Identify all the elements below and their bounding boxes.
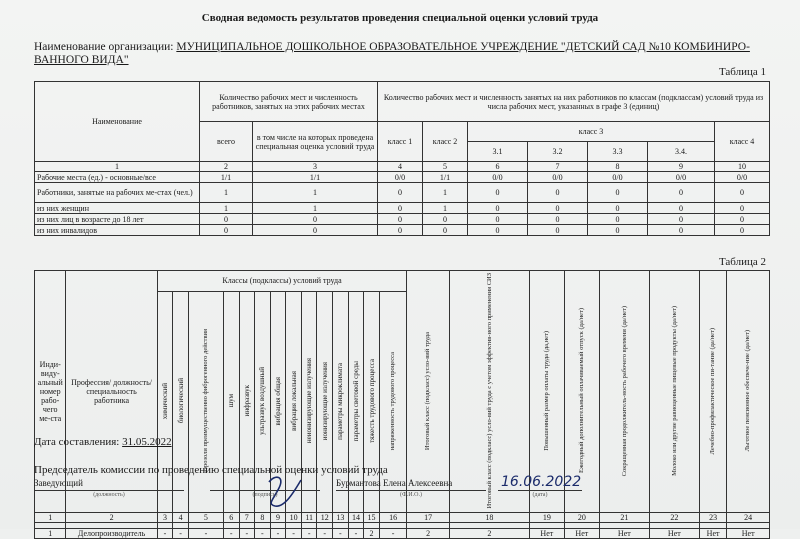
cell-value: - (301, 529, 317, 539)
column-number: 18 (449, 513, 529, 523)
cell-value: - (239, 529, 255, 539)
factor-label: напряженность трудового процесса (389, 351, 397, 451)
th-class3: класс 3 (468, 122, 715, 142)
column-number: 8 (255, 513, 271, 523)
column-number: 7 (239, 513, 255, 523)
cell-value: - (286, 529, 302, 539)
th-extra (599, 271, 649, 513)
row-name: Работники, занятые на рабочих ме-стах (чел.) (35, 183, 200, 203)
caption-date: (дата) (532, 492, 548, 498)
cell-value: 0 (378, 225, 423, 236)
th-3-1: 3.1 (468, 142, 528, 162)
profession: Делопроизводитель (66, 529, 157, 539)
cell-value: 1/1 (253, 172, 378, 183)
cell-value: 0 (468, 183, 528, 203)
cell-value: 0 (588, 203, 648, 214)
th-classes: Количество рабочих мест и численность занятых на них работников по классам (подклассам) условий труда из числа рабочих мест, указанных в графе 3 (единиц) (378, 82, 770, 122)
cell-value: 0 (588, 183, 648, 203)
column-number: 2 (66, 513, 157, 523)
factor-label: неионизирующие излучения (305, 358, 314, 444)
factor-label: параметры микроклимата (336, 362, 345, 440)
caption-position: (должность) (93, 492, 125, 498)
column-number: 6 (468, 162, 528, 172)
th-extra (407, 271, 450, 513)
workplace-id: 1 (35, 529, 66, 539)
table-row (35, 172, 770, 183)
cell-value: 1 (253, 203, 378, 214)
column-number: 16 (379, 513, 407, 523)
cell-value: 0 (588, 225, 648, 236)
cell-value: 0 (468, 203, 528, 214)
extra-label: Сокращенная продолжитель-ность рабочего времени (да/нет) (620, 305, 628, 476)
cell-value: 0 (468, 214, 528, 225)
cell-value: 0 (528, 214, 588, 225)
compile-date-label: Дата составления: (34, 436, 120, 448)
cell-value: 1 (200, 183, 253, 203)
cell-value: - (173, 529, 189, 539)
table-row (35, 225, 770, 236)
factor-label: тяжесть трудового процесса (367, 359, 376, 443)
column-number: 10 (715, 162, 770, 172)
cell-value: 0 (528, 203, 588, 214)
extra-label: Итоговый класс (подкласс) усло-вий труда с учетом эффектив-ного применения СИЗ (485, 273, 493, 509)
compile-date (34, 436, 172, 448)
cell-value: 0 (715, 203, 770, 214)
th-name: Наименование (35, 82, 200, 162)
cell-value: 1 (200, 203, 253, 214)
cell-value: 1/1 (200, 172, 253, 183)
column-number: 5 (423, 162, 468, 172)
cell-value: - (317, 529, 333, 539)
handwritten-date: 16.06.2022 (501, 474, 582, 490)
cell-value: 0/0 (715, 172, 770, 183)
cell-value: 0 (468, 225, 528, 236)
cell-value: 0/0 (468, 172, 528, 183)
cell-value: 0/0 (588, 172, 648, 183)
column-number: 21 (599, 513, 649, 523)
cell-value: 0 (378, 183, 423, 203)
th-profession: Профессия/ должность/ специальность работника (66, 271, 157, 513)
cell-value: 2 (364, 529, 380, 539)
th-3-2: 3.2 (528, 142, 588, 162)
cell-value: - (270, 529, 286, 539)
extra-label: Итоговый класс (подкласс) усло-вий труда (424, 331, 432, 450)
column-number: 10 (286, 513, 302, 523)
page-title: Сводная ведомость результатов проведения специальной оценки условий труда (201, 12, 599, 24)
column-number: 1 (35, 162, 200, 172)
extra-label: Молоко или другие равноценные пищевые продукты (да/нет) (670, 305, 678, 476)
table-row (35, 203, 770, 214)
factor-label: вибрация локальная (289, 371, 298, 431)
cell-value: Нет (564, 529, 599, 539)
column-number: 9 (270, 513, 286, 523)
organization-name-1: МУНИЦИПАЛЬНОЕ ДОШКОЛЬНОЕ ОБРАЗОВАТЕЛЬНОЕ УЧРЕЖДЕНИЕ "ДЕТСКИЙ САД №10 КОМБИНИРО- (176, 41, 750, 53)
factor-label: ультразвук воздушный (258, 367, 267, 435)
th-work-classes: Классы (подклассы) условий труда (157, 271, 407, 292)
column-number: 2 (200, 162, 253, 172)
caption-fio: (Ф.И.О.) (400, 492, 422, 498)
table2-label: Таблица 2 (718, 256, 766, 268)
cell-value: - (188, 529, 223, 539)
cell-value: - (157, 529, 173, 539)
cell-value: 0 (648, 214, 715, 225)
column-number: 3 (157, 513, 173, 523)
factor-label: вибрация общая (273, 376, 282, 426)
cell-value: 0 (715, 183, 770, 203)
th-3-3: 3.3 (588, 142, 648, 162)
column-number: 5 (188, 513, 223, 523)
column-number: 20 (564, 513, 599, 523)
column-number: 6 (223, 513, 239, 523)
column-number: 23 (699, 513, 727, 523)
th-3-4: 3.4. (648, 142, 715, 162)
column-number: 12 (317, 513, 333, 523)
cell-value: 0 (648, 225, 715, 236)
cell-value: 0 (200, 214, 253, 225)
th-total: всего (200, 122, 253, 162)
factor-label: инфразвук (242, 385, 251, 417)
table1-label: Таблица 1 (718, 66, 766, 78)
cell-value: - (348, 529, 364, 539)
cell-value: 0 (200, 225, 253, 236)
cell-value: - (255, 529, 271, 539)
cell-value: 0 (588, 214, 648, 225)
th-count: Количество рабочих мест и численность работников, занятых на этих рабочих местах (200, 82, 378, 122)
table-row (35, 183, 770, 203)
factor-label: ионизирующие излучения (320, 361, 329, 441)
cell-value: 0 (253, 214, 378, 225)
row-name: из них лиц в возрасте до 18 лет (35, 214, 200, 225)
cell-value: 0/0 (648, 172, 715, 183)
factor-label: аэрозоли преимущественно фиброгенного действия (202, 329, 210, 473)
th-class4: класс 4 (715, 122, 770, 162)
cell-value: 0 (423, 214, 468, 225)
column-number: 17 (407, 513, 450, 523)
column-number: 1 (35, 513, 66, 523)
column-number: 13 (333, 513, 349, 523)
chair-position: Заведующий (34, 478, 184, 491)
th-extra (649, 271, 699, 513)
summary-table (34, 81, 770, 236)
cell-value: 0 (378, 214, 423, 225)
th-extra (699, 271, 727, 513)
cell-value: 0 (648, 203, 715, 214)
cell-value: 0 (528, 225, 588, 236)
th-class1: класс 1 (378, 122, 423, 162)
cell-value: 0 (253, 225, 378, 236)
cell-value: Нет (699, 529, 727, 539)
cell-value: 0 (378, 203, 423, 214)
cell-value: 1 (253, 183, 378, 203)
column-number: 15 (364, 513, 380, 523)
extra-label: Ежегодный дополнительный оплачиваемый отпуск (да/нет) (578, 308, 586, 474)
cell-value: - (223, 529, 239, 539)
cell-value: 1/1 (423, 172, 468, 183)
cell-value: 2 (407, 529, 450, 539)
row-name: из них инвалидов (35, 225, 200, 236)
column-numbers-row (35, 513, 770, 523)
commission-chair-label: Председатель комиссии по проведению специальной оценки условий труда (34, 464, 388, 476)
cell-value: 1 (423, 203, 468, 214)
factor-label: химический (161, 382, 170, 420)
column-number: 9 (648, 162, 715, 172)
th-extra (727, 271, 770, 513)
cell-value: 0 (423, 225, 468, 236)
cell-value: - (379, 529, 407, 539)
th-workplace-id: Инди-виду-альный номер рабо-чего ме-ста (35, 271, 66, 513)
extra-label: Льготное пенсионное обеспече-ние (да/нет) (744, 330, 752, 452)
extra-label: Повышенный размер оплаты труда (да,нет) (543, 330, 551, 451)
cell-value: 2 (449, 529, 529, 539)
column-number: 7 (528, 162, 588, 172)
caption-sign: (подпись) (252, 492, 278, 498)
table-row (35, 529, 770, 539)
cell-value: 0 (715, 225, 770, 236)
column-number: 24 (727, 513, 770, 523)
cell-value: 0/0 (528, 172, 588, 183)
cell-value: Нет (529, 529, 564, 539)
workplace-table (34, 270, 770, 539)
organization-label: Наименование организации: (34, 41, 174, 53)
cell-value: Нет (727, 529, 770, 539)
column-number: 8 (588, 162, 648, 172)
cell-value: - (333, 529, 349, 539)
factor-label: параметры световой среды (351, 360, 360, 442)
compile-date-value: 31.05.2022 (122, 436, 172, 448)
cell-value: 0 (528, 183, 588, 203)
column-numbers-row (35, 162, 770, 172)
chair-fio: Бурмантова Елена Алексеевна (336, 478, 486, 491)
column-number: 4 (378, 162, 423, 172)
cell-value: 0 (648, 183, 715, 203)
cell-value: Нет (649, 529, 699, 539)
cell-value: 0 (715, 214, 770, 225)
th-done: в том числе на которых проведена специальная оценка условий труда (253, 122, 378, 162)
organization-block (34, 41, 774, 67)
column-number: 11 (301, 513, 317, 523)
extra-label: Лечебно-профилактическое пи-тание (да/нет) (709, 327, 717, 454)
column-number: 3 (253, 162, 378, 172)
column-number: 22 (649, 513, 699, 523)
factor-label: биологический (176, 378, 185, 424)
organization-name-2: ВАННОГО ВИДА" (34, 54, 129, 66)
column-number: 4 (173, 513, 189, 523)
column-number: 14 (348, 513, 364, 523)
cell-value: 0/0 (378, 172, 423, 183)
th-class2: класс 2 (423, 122, 468, 162)
row-name: из них женщин (35, 203, 200, 214)
factor-label: шум (227, 394, 236, 408)
table-row (35, 214, 770, 225)
cell-value: 1 (423, 183, 468, 203)
cell-value: Нет (599, 529, 649, 539)
column-number: 19 (529, 513, 564, 523)
row-name: Рабочие места (ед.) - основные/все (35, 172, 200, 183)
